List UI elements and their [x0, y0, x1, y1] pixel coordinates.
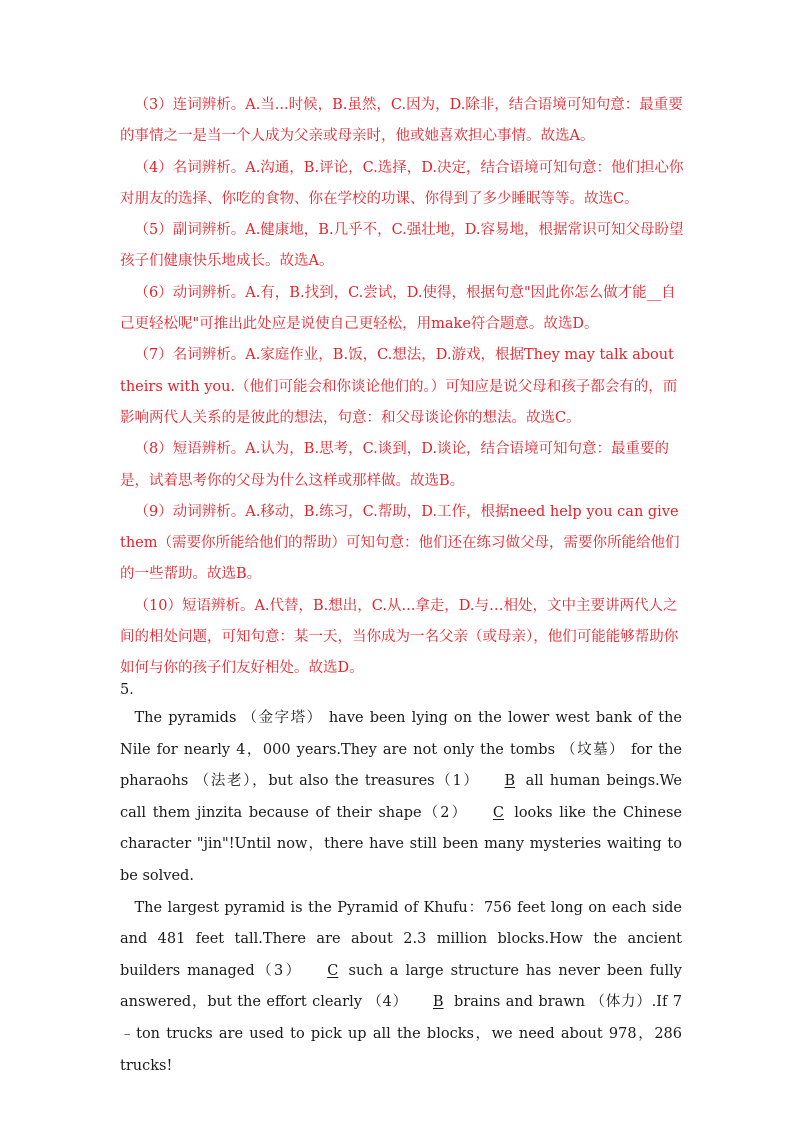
passage-text: The largest pyramid is the Pyramid of Khufu：756 feet long on each side and 481 feet tall.There are about 2.3 million blocks.How the ancient builders managed（3） — [120, 899, 682, 979]
answer-blank-2: C — [492, 804, 504, 821]
explanation-3: （3）连词辨析。A.当...时候，B.虽然，C.因为，D.除非，结合语境可知句意：最重要的事情之一是当一个人成为父亲或母亲时，他或她喜欢担心事情。故选A。 — [120, 97, 683, 145]
passage-text: looks like the Chinese character "jin"!Until now，there have still been many mysteries waiting to be solved. — [120, 804, 682, 884]
explanation-6: （6）动词辨析。A.有，B.找到，C.尝试，D.使得，根据句意"因此你怎么做才能__自己更轻松呢"可推出此处应是说使自己更轻松，用make符合题意。故选D。 — [120, 284, 676, 333]
explanation-4: （4）名词辨析。A.沟通，B.评论，C.选择，D.决定，结合语境可知句意：他们担心你对朋友的选择、你吃的食物、你在学校的功课、你得到了多少睡眠等等。故选C。 — [120, 159, 684, 207]
answer-blank-3: C — [327, 962, 339, 979]
reading-passage — [120, 703, 682, 1082]
passage-text: The pyramids （金字塔） have been lying on the lower west bank of the Nile for nearly 4，000 years.They are not only the tombs （坟墓） for the pharaohs （法老），but also the treasures（1） — [120, 710, 682, 790]
question-number: 5． — [120, 682, 144, 698]
passage-paragraph-1 — [120, 703, 682, 893]
answer-explanations — [120, 90, 685, 685]
explanation-7: （7）名词辨析。A.家庭作业，B.饭，C.想法，D.游戏，根据They may talk about theirs with you.（他们可能会和你谈论他们的。）可知应是说父母和孩子都会有的，而影响两代人关系的是彼此的想法，句意：和父母谈论你的想法。故选C。 — [120, 347, 678, 426]
answer-blank-4: B — [432, 994, 444, 1011]
passage-text: all human beings.We call them jinzita because of their shape（2） — [120, 773, 682, 821]
explanation-10: （10）短语辨析。A.代替，B.想出，C.从...拿走，D.与…相处，文中主要讲两代人之间的相处问题，可知句意：某一天，当你成为一名父亲（或母亲），他们可能能够帮助你如何与你的孩子们友好相处。故选D。 — [120, 597, 679, 677]
passage-text: brains and brawn （体力）.If 7﹣ton trucks are used to pick up all the blocks，we need about 978，286 trucks! — [120, 994, 683, 1074]
passage-text: such a large structure has never been fully answered，but the effort clearly （4） — [120, 962, 682, 1011]
passage-paragraph-2 — [120, 893, 682, 1083]
answer-blank-1: B — [504, 773, 516, 790]
explanation-8: （8）短语辨析。A.认为，B.思考，C.谈到，D.谈论，结合语境可知句意：最重要的是，试着思考你的父母为什么这样或那样做。故选B。 — [120, 441, 669, 489]
explanation-9: （9）动词辨析。A.移动，B.练习，C.帮助，D.工作，根据need help you can give them（需要你所能给他们的帮助）可知句意：他们还在练习做父母，需要你所能给他们的一些帮助。故选B。 — [120, 503, 680, 583]
explanation-5: （5）副词辨析。A.健康地，B.几乎不，C.强壮地，D.容易地，根据常识可知父母盼望孩子们健康快乐地成长。故选A。 — [120, 222, 684, 270]
